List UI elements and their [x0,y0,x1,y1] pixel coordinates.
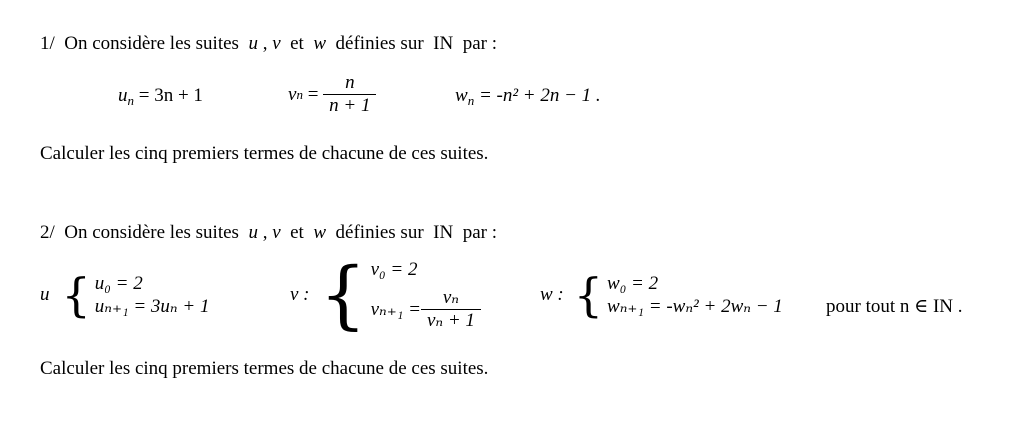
q2-v-label: v : [290,284,310,305]
q1-et: et [290,33,304,54]
q2-w: w [313,222,327,243]
q2-w-system [540,268,783,322]
q2-v0: v₀ = 2 [370,258,418,280]
q2-v: v [272,222,281,243]
q1-number: 1/ [40,33,55,54]
q2-v-rec-lhs: vₙ₊₁ = [370,298,421,320]
q2-u: u [248,222,258,243]
q1-defined-on: définies sur [335,33,424,54]
q1-header [40,33,497,55]
q1-v-fraction [323,72,376,117]
q1-comma: , [262,33,268,54]
q2-comma: , [262,222,268,243]
q2-task: Calculer les cinq premiers termes de chacune de ces suites. [40,358,489,379]
q2-v-fraction [421,287,481,332]
q2-v-rec-den: vₙ + 1 [421,309,481,332]
q1-naturals: IN [433,33,454,54]
q1-u-formula: $u_n = 3n + 1$ [118,85,203,108]
q1-w: w [313,33,327,54]
q2-w0: w₀ = 2 [607,272,659,294]
q2-et: et [290,222,304,243]
q1-w-formula: $w_n = -n^2 + 2n - 1$ . [455,85,601,108]
q2-u-brace: { [61,268,91,322]
q1-par: par : [462,33,498,54]
q2-naturals: IN [433,222,454,243]
q1-v-den: n + 1 [323,94,376,117]
q2-intro: On considère les suites [64,222,239,243]
q2-v-system [290,252,481,338]
q2-u-system [40,268,210,322]
q2-header [40,222,497,244]
q2-w-brace: { [573,268,604,322]
q2-w-rec: wₙ₊₁ = -wₙ² + 2wₙ − 1 [607,295,783,317]
q2-tail: pour tout n ∈ IN . [826,296,963,317]
q2-par: par : [462,222,498,243]
q1-v: v [272,33,281,54]
q2-u-rec: uₙ₊₁ = 3uₙ + 1 [94,295,210,317]
q1-v-num: n [345,72,355,93]
q2-u0: u₀ = 2 [94,272,143,294]
q2-defined-on: définies sur [335,222,424,243]
q1-intro: On considère les suites [64,33,239,54]
q2-v-rec-num: vₙ [442,286,459,308]
q2-u-label: u [40,284,50,305]
q2-number: 2/ [40,222,55,243]
q1-task: Calculer les cinq premiers termes de chacune de ces suites. [40,143,489,164]
q1-v-formula: v n = $\frac{n}{n + 1}$ [288,72,376,117]
q1-u: u [248,33,258,54]
q2-v-brace: { [319,252,367,338]
q1-u-rhs: = 3n + 1 [138,85,203,106]
q2-w-label: w : [540,284,564,305]
q1-w-rhs: = -n² + 2n − 1 . [478,85,601,106]
